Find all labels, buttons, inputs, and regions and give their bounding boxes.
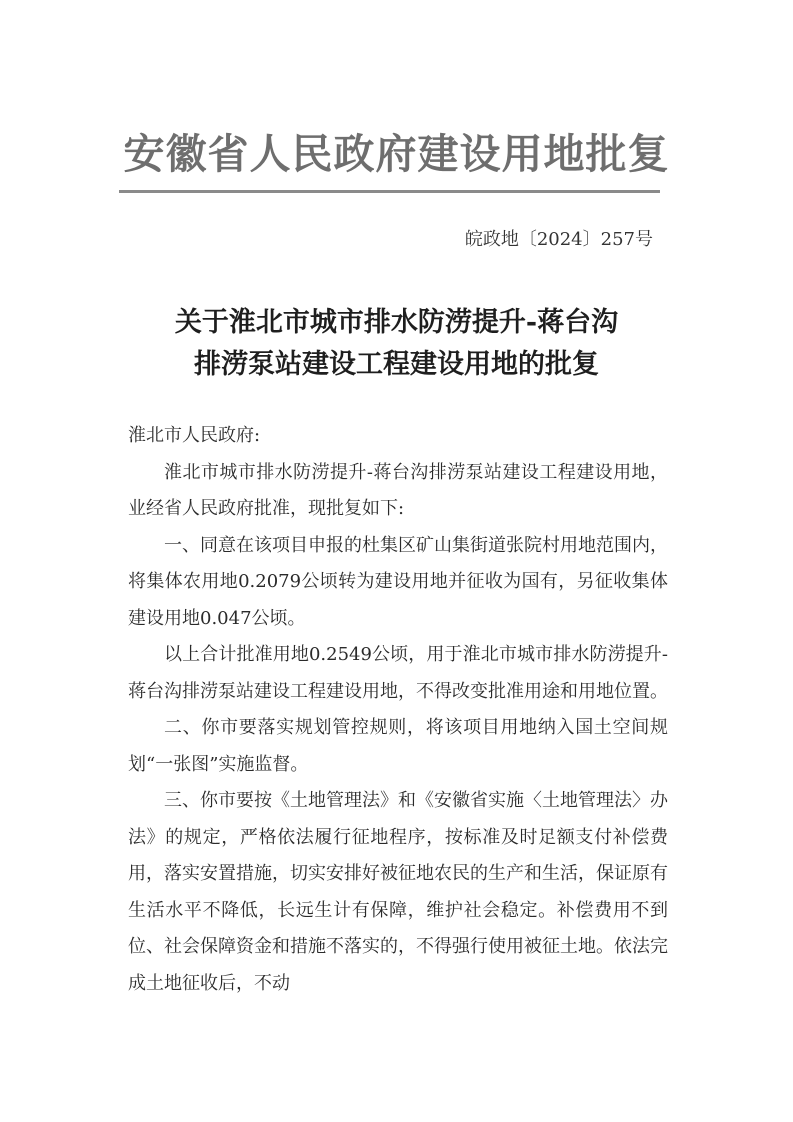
letterhead-divider — [119, 190, 660, 193]
paragraph-total: 以上合计批准用地0.2549公顷，用于淮北市城市排水防涝提升-蒋台沟排涝泵站建设工程建设用地，不得改变批准用途和用地位置。 — [128, 644, 668, 702]
document-title-line-2: 排涝泵站建设工程建设用地的批复 — [194, 349, 599, 380]
document-body — [128, 418, 668, 1002]
paragraph-item-2: 二、你市要落实规划管控规则，将该项目用地纳入国土空间规划“一张图”实施监督。 — [128, 717, 668, 775]
letterhead-title: 安徽省人民政府建设用地批复 — [123, 130, 670, 178]
paragraph-intro: 淮北市城市排水防涝提升-蒋台沟排涝泵站建设工程建设用地，业经省人民政府批准，现批复如下: — [128, 461, 668, 519]
document-title — [0, 302, 793, 386]
document-number: 皖政地〔2024〕257号 — [464, 229, 653, 250]
salutation: 淮北市人民政府: — [128, 425, 261, 446]
document-title-line-1: 关于淮北市城市排水防涝提升-蒋台沟 — [174, 307, 619, 338]
paragraph-item-1: 一、同意在该项目申报的杜集区矿山集街道张院村用地范围内，将集体农用地0.2079公顷转为建设用地并征收为国有，另征收集体建设用地0.047公顷。 — [128, 534, 668, 629]
paragraph-item-3: 三、你市要按《土地管理法》和《安徽省实施〈土地管理法〉办法》的规定，严格依法履行征地程序，按标准及时足额支付补偿费用，落实安置措施，切实安排好被征地农民的生产和生活，保证原有生活水平不降低，长远生计有保障，维护社会稳定。补偿费用不到位、社会保障资金和措施不落实的，不得强行使用被征土地。依法完成土地征收后，不动 — [128, 790, 668, 994]
